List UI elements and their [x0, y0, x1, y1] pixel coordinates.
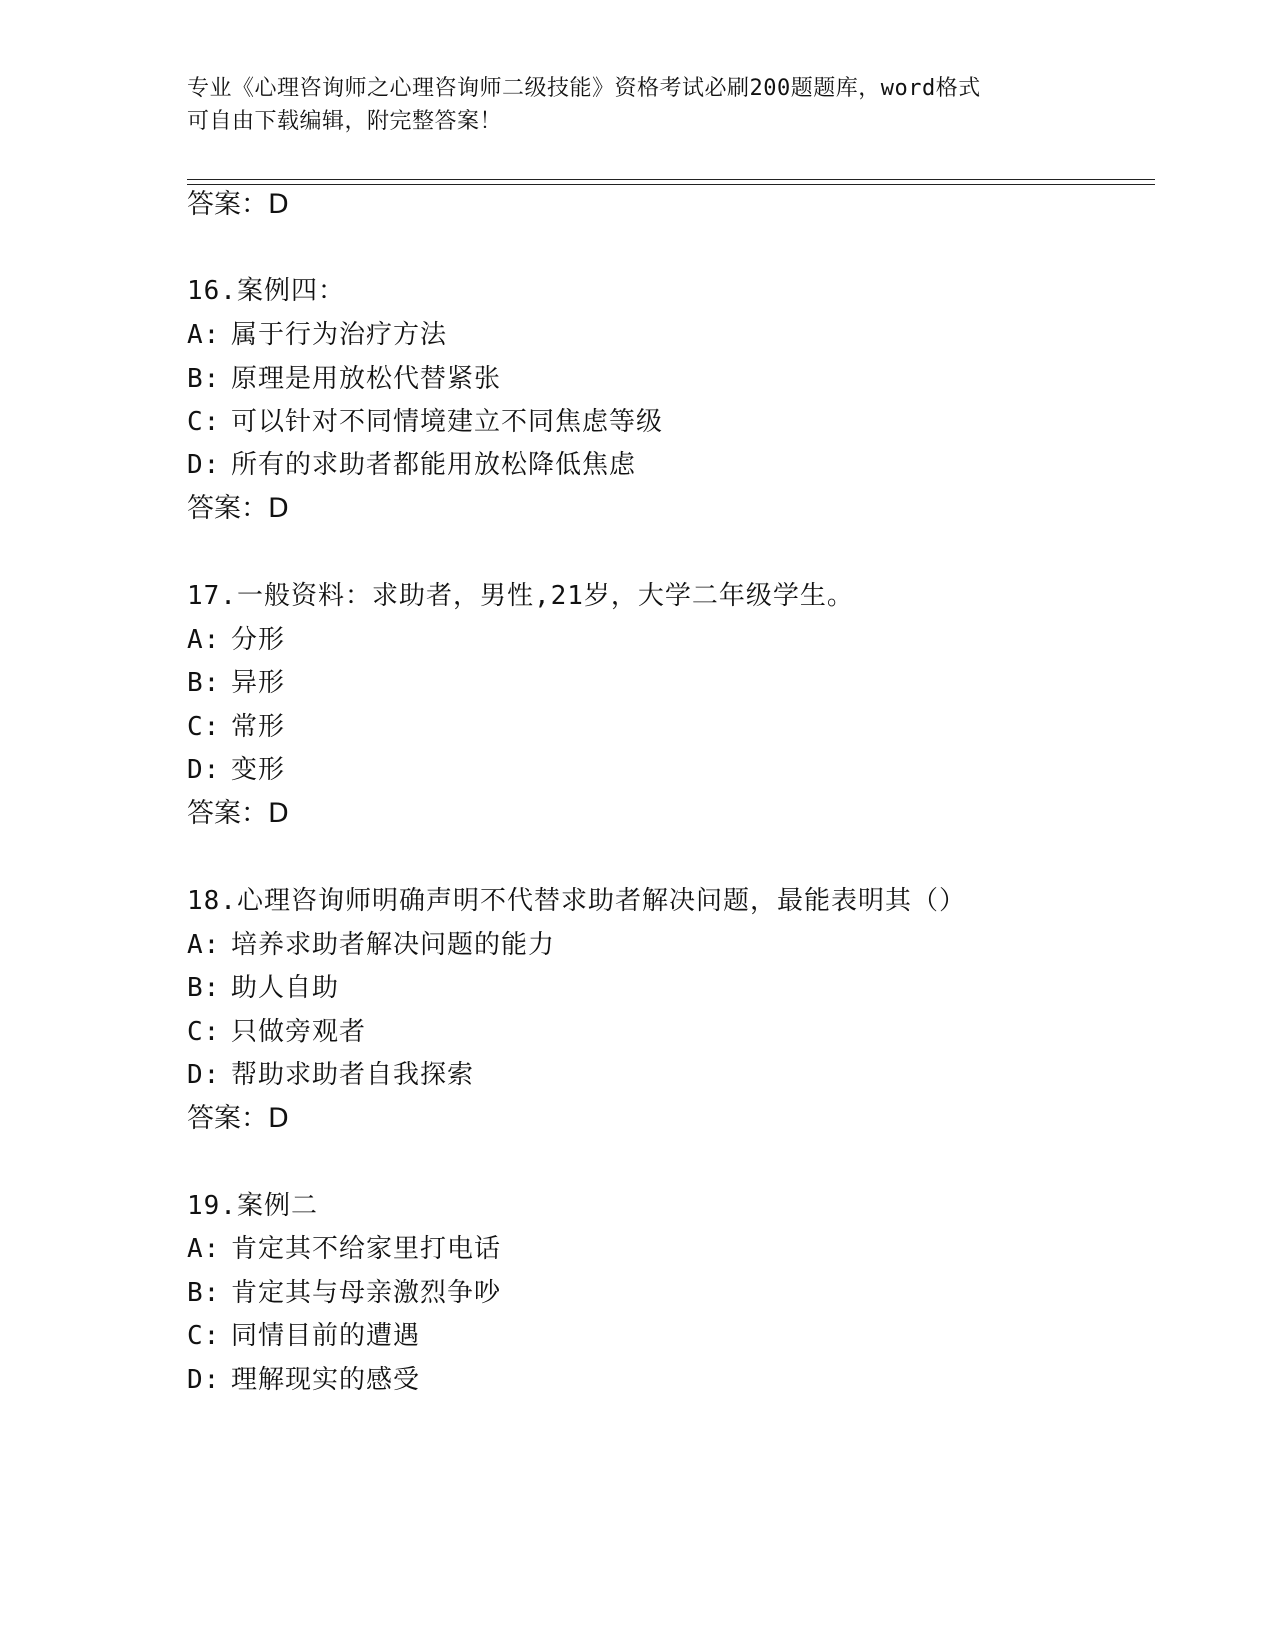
option-letter: D: — [187, 1060, 221, 1090]
option-text: 属于行为治疗方法 — [231, 320, 448, 350]
option-text: 变形 — [231, 755, 286, 785]
question-16-option-b — [187, 362, 501, 396]
option-letter: C: — [187, 1321, 221, 1351]
question-17-option-b — [187, 666, 285, 700]
answer-16: 答案：D — [187, 493, 289, 524]
option-text: 助人自助 — [231, 973, 340, 1003]
question-18-option-d — [187, 1058, 474, 1092]
question-16-option-c — [187, 405, 663, 439]
option-letter: D: — [187, 755, 221, 785]
option-letter: A: — [187, 625, 221, 655]
question-18-option-a — [187, 928, 555, 962]
question-17: 17.一般资料：求助者，男性,21岁，大学二年级学生。 — [187, 581, 854, 611]
question-18-option-b — [187, 971, 339, 1005]
option-letter: D: — [187, 450, 221, 480]
question-17-option-c — [187, 710, 285, 744]
question-16-option-a — [187, 318, 447, 352]
option-letter: C: — [187, 1017, 221, 1047]
option-text: 常形 — [231, 712, 286, 742]
header-divider-bottom — [187, 184, 1155, 185]
option-letter: C: — [187, 712, 221, 742]
question-17-option-d — [187, 753, 285, 787]
option-text: 原理是用放松代替紧张 — [231, 364, 502, 394]
question-19-option-c — [187, 1319, 420, 1353]
answer-15: 答案：D — [187, 189, 289, 220]
question-19: 19.案例二 — [187, 1191, 318, 1221]
option-letter: B: — [187, 364, 221, 394]
question-17-option-a — [187, 623, 285, 657]
option-text: 分形 — [231, 625, 286, 655]
option-text: 肯定其与母亲激烈争吵 — [231, 1278, 502, 1308]
question-18-option-c — [187, 1015, 366, 1049]
header-line-2: 可自由下载编辑，附完整答案！ — [187, 109, 503, 134]
option-text: 可以针对不同情境建立不同焦虑等级 — [231, 407, 664, 437]
question-19-option-d — [187, 1363, 420, 1397]
option-text: 只做旁观者 — [231, 1017, 367, 1047]
option-letter: B: — [187, 973, 221, 1003]
option-text: 异形 — [231, 668, 286, 698]
answer-18: 答案：D — [187, 1103, 289, 1134]
answer-17: 答案：D — [187, 798, 289, 829]
question-18: 18.心理咨询师明确声明不代替求助者解决问题，最能表明其（） — [187, 886, 966, 916]
option-text: 肯定其不给家里打电话 — [231, 1234, 502, 1264]
option-letter: B: — [187, 668, 221, 698]
option-letter: C: — [187, 407, 221, 437]
question-19-option-b — [187, 1276, 501, 1310]
question-19-option-a — [187, 1232, 501, 1266]
header-line-1: 专业《心理咨询师之心理咨询师二级技能》资格考试必刷200题题库，word格式 — [187, 76, 981, 101]
question-16: 16.案例四： — [187, 276, 345, 306]
header-divider-top — [187, 179, 1155, 180]
option-letter: B: — [187, 1278, 221, 1308]
option-text: 帮助求助者自我探索 — [231, 1060, 475, 1090]
option-text: 理解现实的感受 — [231, 1365, 421, 1395]
question-16-option-d — [187, 448, 636, 482]
option-letter: A: — [187, 930, 221, 960]
option-letter: D: — [187, 1365, 221, 1395]
option-text: 所有的求助者都能用放松降低焦虑 — [231, 450, 637, 480]
option-text: 培养求助者解决问题的能力 — [231, 930, 556, 960]
option-text: 同情目前的遭遇 — [231, 1321, 421, 1351]
option-letter: A: — [187, 320, 221, 350]
option-letter: A: — [187, 1234, 221, 1264]
